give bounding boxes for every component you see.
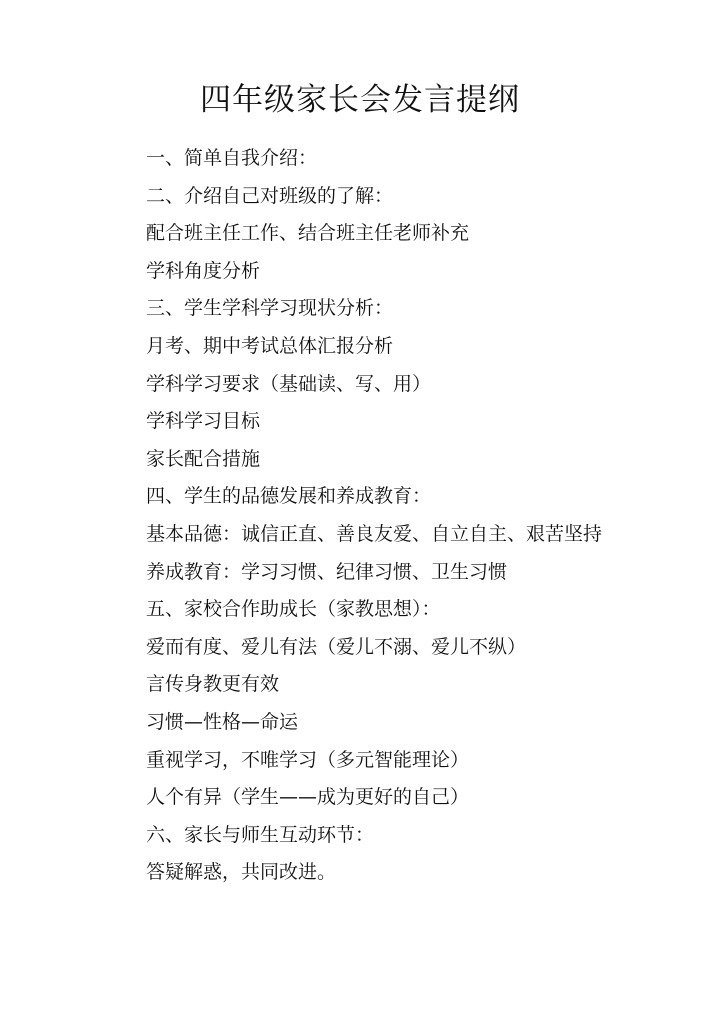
outline-line: 学科学习目标 [146, 410, 261, 433]
outline-line: 学科学习要求（基础读、写、用） [146, 372, 432, 395]
outline-line: 爱而有度、爱儿有法（爱儿不溺、爱儿不纵） [146, 635, 527, 658]
outline-line: 二、介绍自己对班级的了解： [146, 184, 394, 207]
outline-line: 习惯—性格—命运 [146, 710, 299, 733]
outline-line: 配合班主任工作、结合班主任老师补充 [146, 222, 470, 245]
outline-line: 答疑解惑，共同改进。 [146, 861, 337, 884]
outline-line: 重视学习，不唯学习（多元智能理论） [146, 748, 470, 771]
outline-list [146, 140, 700, 892]
outline-line: 四、学生的品德发展和养成教育： [146, 485, 432, 508]
outline-line: 基本品德：诚信正直、善良友爱、自立自主、艰苦坚持 [146, 522, 603, 545]
document-title: 四年级家长会发言提纲 [200, 82, 520, 118]
outline-line: 一、简单自我介绍： [146, 147, 318, 169]
outline-line: 六、家长与师生互动环节： [146, 823, 375, 846]
outline-line: 三、学生学科学习现状分析： [146, 297, 394, 320]
outline-line: 言传身教更有效 [146, 673, 280, 696]
outline-line: 养成教育：学习习惯、纪律习惯、卫生习惯 [146, 560, 508, 583]
outline-line: 人个有异（学生——成为更好的自己） [146, 786, 470, 809]
outline-line: 学科角度分析 [146, 259, 261, 282]
outline-line: 家长配合措施 [146, 447, 261, 470]
outline-line: 五、家校合作助成长（家教思想）： [146, 598, 441, 621]
outline-line: 月考、期中考试总体汇报分析 [146, 334, 394, 357]
